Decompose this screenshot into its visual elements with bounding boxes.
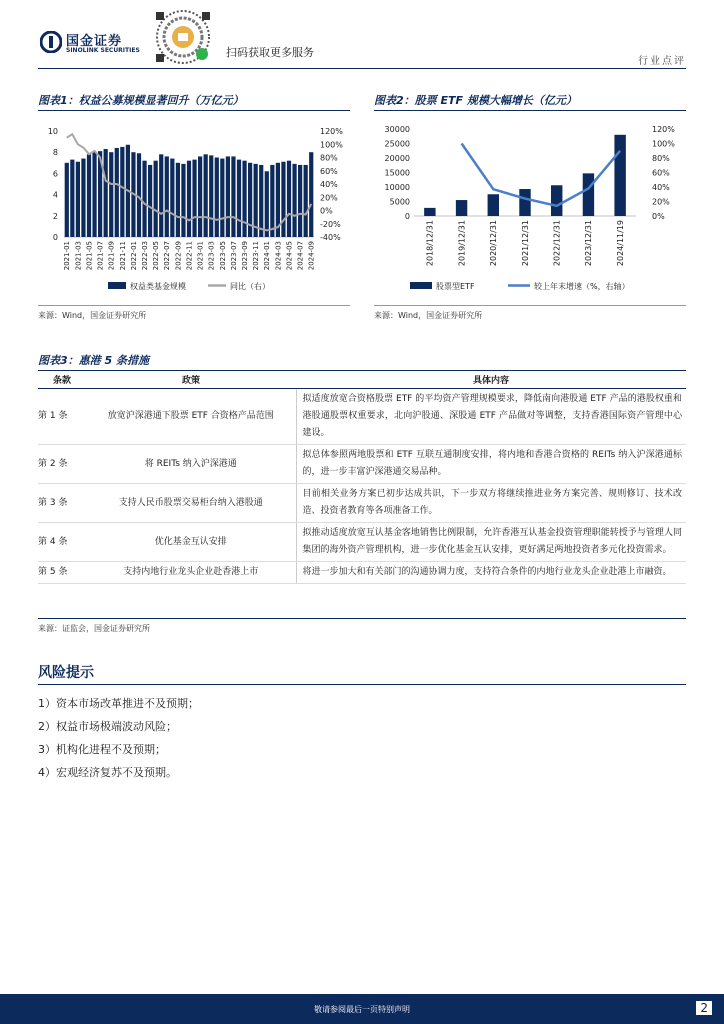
x-tick-label: 2023-03 xyxy=(207,241,216,271)
legend-bar-label: 股票型ETF xyxy=(436,282,475,291)
figure2-title-rule xyxy=(374,110,686,111)
risk-item: 1）资本市场改革推进不及预期； xyxy=(38,697,199,710)
bar-equity-fund-size xyxy=(154,161,158,237)
x-tick-label: 2021-05 xyxy=(85,241,94,271)
x-tick-label: 2024-01 xyxy=(263,241,272,271)
bar-equity-fund-size xyxy=(259,165,263,237)
x-tick-label: 2021-03 xyxy=(74,241,83,271)
y-right-tick-label: 100% xyxy=(652,139,675,149)
bar-equity-fund-size xyxy=(298,165,302,237)
bar-equity-fund-size xyxy=(226,156,230,237)
risk-item: 4）宏观经济复苏不及预期。 xyxy=(38,766,177,779)
y-right-tick-label: -40% xyxy=(320,233,341,242)
figure1-chart xyxy=(38,115,358,300)
bar-stock-etf xyxy=(424,208,435,216)
y-left-tick-label: 6 xyxy=(52,169,58,179)
policy-name: 支持内地行业龙头企业赴香港上市 xyxy=(86,562,296,584)
x-tick-label: 2022-01 xyxy=(129,241,138,271)
y-right-tick-label: 20% xyxy=(652,197,670,207)
policy-name: 将 REITs 纳入沪深港通 xyxy=(86,445,296,484)
bar-equity-fund-size xyxy=(65,163,69,237)
figure3-source-rule xyxy=(38,618,686,619)
legend-bar-swatch xyxy=(410,282,432,289)
bar-equity-fund-size xyxy=(181,164,185,237)
figure2-source-rule xyxy=(374,305,686,306)
x-tick-label: 2024/11/19 xyxy=(615,220,625,267)
bar-equity-fund-size xyxy=(115,148,119,237)
bar-equity-fund-size xyxy=(159,154,163,237)
figure1-source: 来源：Wind，国金证券研究所 xyxy=(38,311,147,320)
clause-number: 第 5 条 xyxy=(38,562,86,584)
x-tick-label: 2024-03 xyxy=(274,241,283,271)
y-right-tick-label: 40% xyxy=(320,180,338,189)
qr-code-icon xyxy=(152,8,214,66)
logo-text-cn: 国金证券 xyxy=(66,34,123,49)
x-tick-label: 2023-01 xyxy=(196,241,205,271)
bar-equity-fund-size xyxy=(104,149,108,237)
x-tick-label: 2021-07 xyxy=(96,241,105,271)
figure1-source-rule xyxy=(38,305,350,306)
table-row xyxy=(38,484,686,523)
header-clause: 条款 xyxy=(38,371,86,389)
y-left-tick-label: 8 xyxy=(52,148,58,158)
y-left-tick-label: 5000 xyxy=(389,197,410,207)
policy-table xyxy=(38,370,686,584)
y-right-tick-label: -20% xyxy=(320,219,341,229)
y-left-tick-label: 10000 xyxy=(384,183,410,192)
bar-equity-fund-size xyxy=(309,152,313,237)
y-left-tick-label: 0 xyxy=(404,212,410,221)
x-tick-label: 2018/12/31 xyxy=(425,220,435,267)
x-tick-label: 2022-09 xyxy=(174,241,183,271)
y-right-tick-label: 80% xyxy=(320,153,338,163)
figure2-source: 来源：Wind，国金证券研究所 xyxy=(374,311,483,320)
policy-table-header xyxy=(38,371,686,389)
y-right-tick-label: 60% xyxy=(652,168,670,178)
bar-stock-etf xyxy=(488,194,499,216)
bar-equity-fund-size xyxy=(87,154,91,237)
bar-equity-fund-size xyxy=(304,165,308,237)
x-tick-label: 2024-05 xyxy=(285,241,294,271)
table-row xyxy=(38,389,686,445)
x-tick-label: 2024-09 xyxy=(307,241,316,271)
x-tick-label: 2024-07 xyxy=(296,241,305,271)
x-tick-label: 2022-07 xyxy=(163,241,172,271)
bar-equity-fund-size xyxy=(237,160,241,237)
bar-stock-etf xyxy=(519,189,530,216)
bar-equity-fund-size xyxy=(170,159,174,237)
y-left-tick-label: 4 xyxy=(52,190,58,200)
bar-equity-fund-size xyxy=(109,152,113,237)
scan-qr-text: 扫码获取更多服务 xyxy=(226,46,314,59)
policy-detail: 拟推动适度放宽互认基金客地销售比例限制，允许香港互认基金投资管理职能转授予与管理人同集团的海外资产管理机构，进一步优化基金互认安排，更好满足两地投资者多元化投资需求。 xyxy=(296,523,686,562)
bar-equity-fund-size xyxy=(281,162,285,237)
bar-equity-fund-size xyxy=(209,155,213,237)
bar-equity-fund-size xyxy=(270,165,274,237)
bar-equity-fund-size xyxy=(70,160,74,237)
bar-stock-etf xyxy=(614,135,625,216)
y-left-tick-label: 15000 xyxy=(384,168,410,178)
x-tick-label: 2019/12/31 xyxy=(457,220,467,267)
bar-equity-fund-size xyxy=(176,163,180,237)
y-right-tick-label: 80% xyxy=(652,154,670,163)
x-tick-label: 2023-11 xyxy=(252,241,261,271)
header-divider xyxy=(38,68,686,69)
bar-equity-fund-size xyxy=(165,156,169,237)
report-type-label: 行业点评 xyxy=(638,56,686,67)
x-tick-label: 2022-11 xyxy=(185,241,194,271)
x-tick-label: 2020/12/31 xyxy=(489,220,499,267)
x-tick-label: 2023-09 xyxy=(241,241,250,271)
figure3-title: 图表3：惠港 5 条措施 xyxy=(38,354,149,367)
x-tick-label: 2021-09 xyxy=(107,241,116,271)
line-growth xyxy=(462,144,620,206)
logo-mark-icon xyxy=(40,31,62,53)
y-right-tick-label: 100% xyxy=(320,140,343,150)
header-detail: 具体内容 xyxy=(296,371,686,389)
policy-detail: 拟适度放宽合资格股票 ETF 的平均资产管理规模要求，降低南向港股通 ETF 产品的港股权重和港股通股票权重要求，北向沪股通、深股通 ETF 产品做对等调整，支持香港国际资产管理中心建设。 xyxy=(296,389,686,445)
bar-equity-fund-size xyxy=(142,161,146,237)
bar-equity-fund-size xyxy=(81,159,85,237)
bar-equity-fund-size xyxy=(76,162,80,237)
clause-number: 第 1 条 xyxy=(38,389,86,445)
y-left-tick-label: 25000 xyxy=(384,139,410,149)
risk-item: 3）机构化进程不及预期； xyxy=(38,743,166,756)
bar-equity-fund-size xyxy=(187,161,191,237)
legend-line-label: 较上年末增速（%，右轴） xyxy=(534,282,630,291)
bar-equity-fund-size xyxy=(148,165,152,237)
table-row xyxy=(38,562,686,584)
legend-line-label: 同比（右） xyxy=(230,282,270,291)
table-row xyxy=(38,523,686,562)
bar-equity-fund-size xyxy=(287,161,291,237)
bar-equity-fund-size xyxy=(242,161,246,237)
page-footer xyxy=(0,994,724,1024)
y-left-tick-label: 0 xyxy=(52,233,58,242)
y-left-tick-label: 30000 xyxy=(384,125,410,134)
clause-number: 第 2 条 xyxy=(38,445,86,484)
bar-equity-fund-size xyxy=(198,156,202,237)
y-right-tick-label: 60% xyxy=(320,166,338,176)
bar-equity-fund-size xyxy=(92,152,96,237)
y-left-tick-label: 20000 xyxy=(384,154,410,163)
bar-equity-fund-size xyxy=(292,164,296,237)
figure1-title-rule xyxy=(38,110,350,111)
y-right-tick-label: 40% xyxy=(652,183,670,192)
figure3-source: 来源：证监会，国金证券研究所 xyxy=(38,624,150,633)
y-left-tick-label: 10 xyxy=(47,127,58,136)
figure2-chart xyxy=(374,115,686,300)
bar-stock-etf xyxy=(583,173,594,216)
risk-divider xyxy=(38,684,686,685)
y-right-tick-label: 20% xyxy=(320,193,338,203)
header-policy: 政策 xyxy=(86,371,296,389)
bar-stock-etf xyxy=(456,200,467,216)
risk-section-title: 风险提示 xyxy=(38,665,94,681)
risk-item: 2）权益市场极端波动风险； xyxy=(38,720,177,733)
x-tick-label: 2022-05 xyxy=(152,241,161,271)
page-number: 2 xyxy=(696,1001,712,1015)
legend-bar-label: 权益类基金规模 xyxy=(130,282,186,291)
bar-equity-fund-size xyxy=(204,154,208,237)
logo-text-en: SINOLINK SECURITIES xyxy=(66,47,140,54)
policy-detail: 将进一步加大和有关部门的沟通协调力度，支持符合条件的内地行业龙头企业赴港上市融资。 xyxy=(296,562,686,584)
footer-disclaimer: 敬请参阅最后一页特别声明 xyxy=(314,1005,410,1014)
policy-name: 支持人民币股票交易柜台纳入港股通 xyxy=(86,484,296,523)
x-tick-label: 2023-07 xyxy=(229,241,238,271)
x-tick-label: 2023-05 xyxy=(218,241,227,271)
legend-bar-swatch xyxy=(108,282,126,289)
bar-equity-fund-size xyxy=(231,156,235,237)
figure2-title: 图表2：股票 ETF 规模大幅增长（亿元） xyxy=(374,94,577,107)
bar-equity-fund-size xyxy=(215,158,219,238)
y-right-tick-label: 120% xyxy=(320,127,343,136)
bar-equity-fund-size xyxy=(192,160,196,237)
bar-equity-fund-size xyxy=(220,159,224,237)
figure1-title: 图表1：权益公募规模显著回升（万亿元） xyxy=(38,94,244,107)
policy-name: 优化基金互认安排 xyxy=(86,523,296,562)
x-tick-label: 2022-03 xyxy=(141,241,150,271)
bar-stock-etf xyxy=(551,185,562,216)
x-tick-label: 2021/12/31 xyxy=(520,220,530,267)
x-tick-label: 2021-11 xyxy=(118,241,127,271)
policy-detail: 目前相关业务方案已初步达成共识，下一步双方将继续推进业务方案完善、规则修订、技术改造、投资者教育等各项准备工作。 xyxy=(296,484,686,523)
bar-equity-fund-size xyxy=(137,153,141,237)
y-right-tick-label: 0% xyxy=(652,212,665,221)
x-tick-label: 2023/12/31 xyxy=(584,220,594,267)
bar-equity-fund-size xyxy=(120,147,124,237)
policy-name: 放宽沪深港通下股票 ETF 合资格产品范围 xyxy=(86,389,296,445)
y-right-tick-label: 0% xyxy=(320,206,333,216)
policy-table-wrap xyxy=(38,370,686,584)
clause-number: 第 3 条 xyxy=(38,484,86,523)
clause-number: 第 4 条 xyxy=(38,523,86,562)
company-logo xyxy=(40,30,140,58)
bar-equity-fund-size xyxy=(265,171,269,237)
table-row xyxy=(38,445,686,484)
page-header xyxy=(0,0,724,70)
policy-detail: 拟总体参照两地股票和 ETF 互联互通制度安排，将内地和香港合资格的 REITs 纳入沪深港通标的，进一步丰富沪深港通交易品种。 xyxy=(296,445,686,484)
x-tick-label: 2022/12/31 xyxy=(552,220,562,267)
x-tick-label: 2021-01 xyxy=(63,241,72,271)
y-right-tick-label: 120% xyxy=(652,125,675,134)
y-left-tick-label: 2 xyxy=(52,211,58,221)
